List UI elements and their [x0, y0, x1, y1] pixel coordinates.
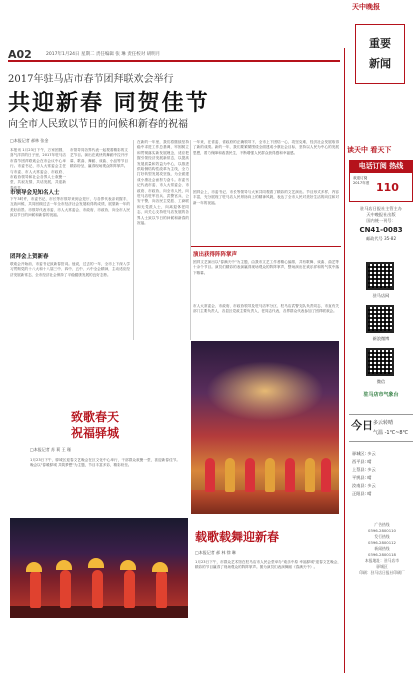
article-col1-more-text: 市领导同各界代表一起观看精彩的文艺节目。演出在欢快的舞蹈中拉开序幕，歌曲、舞蹈、戏曲、小品等节目精彩纷呈，赢得现场观众阵阵掌声。 [70, 148, 128, 169]
photo1-body: 1月23日下午，驿城区迎春文艺晚会在区文化中心举行，干部群众欢聚一堂，喜迎新春佳节。晚会以"春暖驿城 共筑梦想"为主题，节目丰富多彩，精彩纷呈。 [30, 458, 180, 468]
weather-row: 平舆县: 晴 [352, 475, 372, 480]
weather-row: 驿城区: 多云 [352, 451, 376, 456]
paper-logo: 天中晚报 [352, 3, 380, 11]
weather-day: 今日 [351, 419, 373, 432]
weather-row: 正阳县: 晴 [352, 491, 372, 496]
page-meta: 2017年1月24日 星期二 责任编辑 张 琳 责任校对 胡明月 [46, 52, 161, 57]
weather-desc: 多云转晴 [373, 420, 394, 426]
section-rule [191, 246, 341, 247]
article-byline: □本报记者 郝林 张金 [10, 138, 49, 143]
article-lead: 本报讯 1月23日下午，万家团圆，喜气洋洋的日子里，2017年驻马店市春节团拜联欢会在市会议中心举行。市委书记、市人大常委会主任与市委、市人大常委会、市政府、市政协领导和社会各界人士欢聚一堂，共叙友情，共话发展，共迎新春佳节。 [10, 148, 66, 190]
qr-code-3 [366, 348, 394, 376]
photo2-byline: □本报记者 郝 林 徐 琳 [195, 550, 236, 555]
column-rule [133, 140, 134, 340]
headline-main: 共迎新春 同贺佳节 [8, 91, 210, 116]
weather-temp: 气温 -1℃~8℃ [373, 430, 409, 436]
weather-box [349, 414, 413, 442]
stage-photo-2 [10, 518, 188, 618]
headline-sub: 向全市人民致以节日的问候和新春的祝福 [8, 119, 188, 130]
section-heading-2: 团拜会上贺新春 [10, 254, 49, 260]
qr-label-2: 新浪微博 [372, 336, 390, 341]
photo1-headline [30, 409, 160, 441]
weather-row: 上蔡县: 多云 [352, 467, 376, 472]
article-col2-body: 在新的一年里，我们将继续坚持稳中求进工作总基调，牢固树立和贯彻落实新发展理念，适应把握引领经济发展新常态，以提高发展质量和效益为中心，以推进供给侧结构性改革为主线，全力打好转型发展攻坚战，为全面建成小康社会而努力奋斗。市委书记代表市委、市人大常委会、市政府、市政协，向全市人民，向驻马店驻军官兵、武警官兵、公安干警，向各民主党派、工商联和无党派人士，向离退休老同志，向关心支持驻马店发展的各界人士致以节日的问候和新春的祝福。 [137, 140, 189, 226]
photo1-headline-text: 致歌春天 祝福驿城 [70, 410, 119, 440]
weather-list [352, 450, 412, 498]
section-label-2: 新闻 [369, 57, 391, 70]
subscribe-ad [349, 172, 413, 202]
photo2-body: 1月23日下午，市群众艺术馆在驻马店市人民会堂举办"欢乐中原 幸福驿城"迎春文艺晚会，精彩的节目赢得了现场观众的阵阵掌声。图为演员们表演舞蹈《春满天中》。 [195, 560, 341, 570]
publisher-info-3: 国内统一刊号： [366, 218, 396, 223]
section-heading-1: 市领导会见知名人士 [10, 190, 60, 196]
qr-label-3: 微信 [376, 379, 386, 384]
qr-label-1: 驻马店网 [372, 293, 390, 298]
section-label-1: 重要 [369, 37, 391, 50]
column-rule [190, 140, 191, 340]
article-col3-body3: 团拜文艺演出以"春满天中"为主题，由我市文艺工作者精心编排，共有歌舞、戏曲、曲艺等十余个节目。演员们精彩的表演赢得现场观众的阵阵掌声，整场演出在欢乐祥和的气氛中落下帷幕。 [193, 260, 339, 275]
contact-info: 广告热线 0396-2800110 发行热线 0396-2800112 新闻热线 0396-2800118 本报地址：驻马店市 驿城区 印刷：驻马店日报社印刷厂 [359, 522, 405, 575]
qr-code-2 [366, 305, 394, 333]
headline-kicker: 2017年驻马店市春节团拜联欢会举行 [8, 74, 174, 85]
stage-photo-1 [191, 341, 339, 514]
section-heading-3: 演出获得阵阵掌声 [193, 252, 238, 258]
section-label-box [355, 24, 405, 84]
qr-code-1 [366, 262, 394, 290]
subscribe-bar: 电话订阅 热线 [349, 160, 413, 172]
right-column-rule [344, 48, 345, 673]
weather-logo: 驻马店市气象台 [363, 392, 399, 398]
weather-row: 汝南县: 多云 [352, 483, 376, 488]
publisher-info-2: 天中晚报社出版 [366, 212, 396, 217]
publication-number: CN41-0083 [359, 226, 403, 234]
publisher-info-4: 邮政代号 35-82 [365, 236, 397, 241]
ad-small-text: 欢迎订阅 2017年度 [353, 176, 370, 185]
article-col1-body2: 联欢会开始前，市委书记致新春贺词。他说，过去的一年，全市上下深入学习贯彻党的十八大和十八届三中、四中、五中、六中全会精神，主动适应经济发展新常态，全市经济社会保持了平稳健康发展的良好态势。 [10, 262, 130, 277]
article-col3-body4: 市人大常委会、市政府、市政协领导及驻马店军分区、驻马店武警支队负责同志，市直有关部门主要负责人，各县区党政主要负责人，老同志代表，各界群众代表参加了团拜联欢会。 [193, 304, 339, 314]
page-number: A02 [8, 48, 32, 61]
article-col3-body: 一年来，在省委、省政府的正确领导下，全市上下团结一心，攻坚克难，经济社会发展取得了新的成绩。新的一年，我们要紧紧围绕全面建成小康社会目标，坚持以人民为中心的发展思想，着力保障和改善民生，不断增强人民群众获得感和幸福感。 [193, 140, 339, 155]
article-col3-body2: 团拜会上，市委书记、市长等领导与大家共同观看了精彩的文艺演出。节目形式多样，内容丰富，充分展现了驻马店人民昂扬向上的精神风貌，表达了全市人民对美好生活的向往和对新一年的祝福。 [193, 190, 339, 205]
photo1-byline: □本报记者 苏 莉 王 瑾 [30, 447, 71, 452]
article-col1-body: 下午3时许，市委书记、市长等市领导来到会见厅，与各界代表亲切握手，互致问候，共同回顾过去一年全市经济社会发展取得的成绩，展望新一年的美好前景。市领导代表市委、市人大常委会、市政府、市政协，向全市人民致以节日的问候和新春的祝福。 [10, 197, 130, 218]
weather-row: 西平县: 晴 [352, 459, 372, 464]
ad-number: 110 [376, 181, 399, 194]
publisher-info-1: 驻马店日报社主管主办 [360, 206, 402, 211]
slogan: 读天中 看天下 [347, 146, 392, 154]
page-header [8, 48, 340, 62]
photo2-headline: 载歌载舞迎新春 [195, 530, 280, 544]
